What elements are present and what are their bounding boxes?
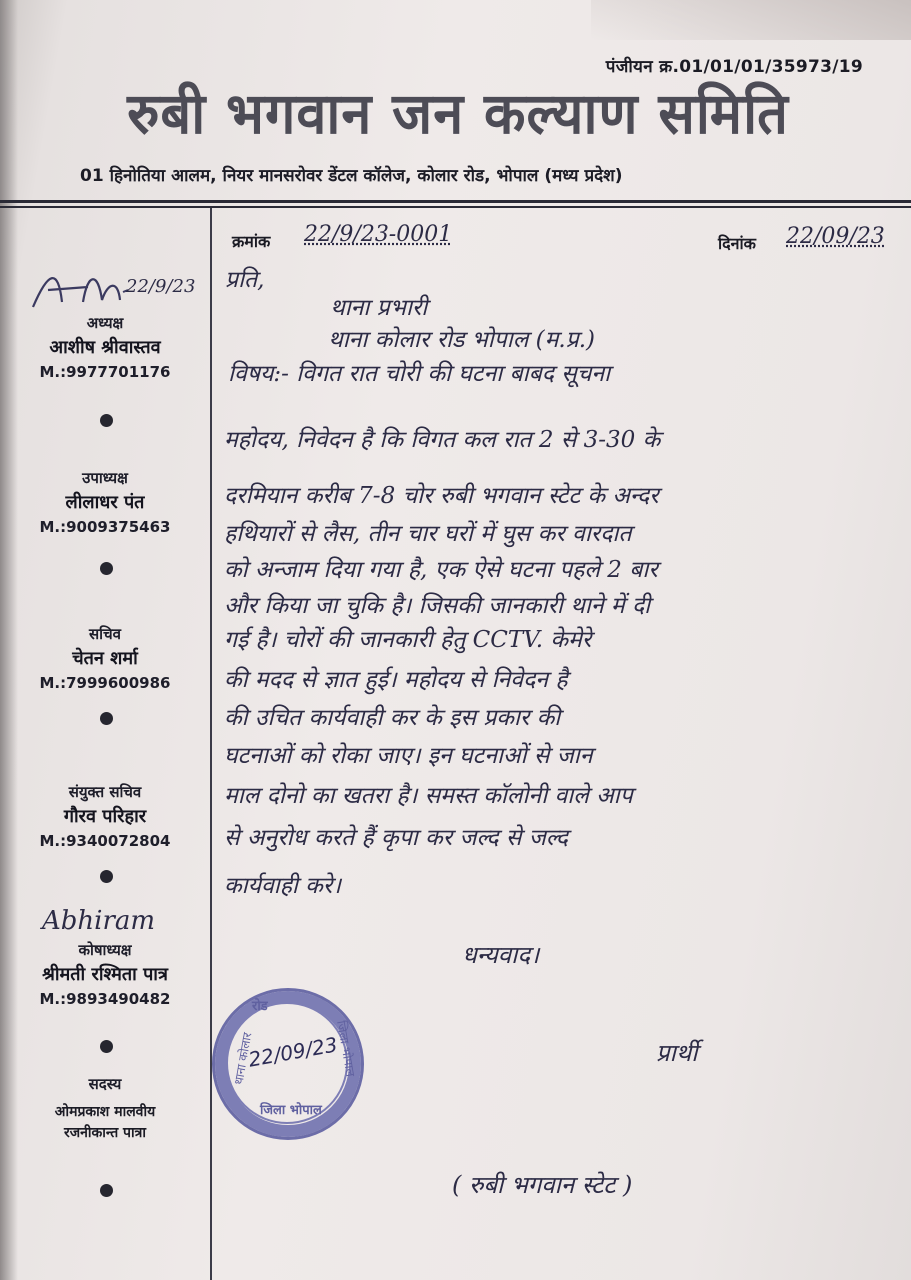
letter-line: से अनुरोध करते हैं कृपा कर जल्द से जल्द xyxy=(224,825,568,851)
letter-signoff: प्रार्थी xyxy=(656,1039,698,1067)
registration-number: पंजीयन क्र.01/01/01/35973/19 xyxy=(605,57,863,77)
member-block-treasurer xyxy=(0,940,210,1008)
member-post: संयुक्त सचिव xyxy=(68,783,142,801)
page-shadow-top xyxy=(591,0,911,40)
member-post: उपाध्यक्ष xyxy=(82,469,128,487)
ref-label: क्रमांक xyxy=(232,232,271,251)
seal-text-right: जिला भोपाल xyxy=(334,1019,358,1078)
letter-line: और किया जा चुकि है। जिसकी जानकारी थाने में दी xyxy=(224,593,651,619)
members-heading: सदस्य xyxy=(88,1075,122,1093)
letter-line: की उचित कार्यवाही कर के इस प्रकार की xyxy=(224,705,561,731)
member-name: आशीष श्रीवास्तव xyxy=(49,337,161,358)
member-name: चेतन शर्मा xyxy=(72,648,138,669)
member-name: लीलाधर पंत xyxy=(65,492,145,513)
letter-line: को अन्जाम दिया गया है, एक ऐसे घटना पहले 2 बार xyxy=(224,557,658,583)
member-phone: M.:7999600986 xyxy=(39,674,171,692)
organization-address: 01 हिनोतिया आलम, नियर मानसरोवर डेंटल कॉलेज, कोलार रोड, भोपाल (मध्य प्रदेश) xyxy=(80,166,623,186)
organization-name: रुबी भगवान जन कल्याण समिति xyxy=(127,79,789,147)
member-post: अध्यक्ष xyxy=(86,314,124,332)
sidebar-divider xyxy=(210,208,212,1280)
seal-text-top: रोड xyxy=(252,999,268,1014)
letter-line: दरमियान करीब 7-8 चोर रुबी भगवान स्टेट के अन्दर xyxy=(224,483,659,509)
member-block-secretary xyxy=(0,624,210,692)
letter-sender: ( रुबी भगवान स्टेट ) xyxy=(452,1171,633,1199)
letter-line: की मदद से ज्ञात हुई। महोदय से निवेदन है xyxy=(224,667,568,693)
bullet-dot xyxy=(100,562,113,575)
member-name: रजनीकान्त पात्रा xyxy=(64,1125,146,1141)
header-rule xyxy=(0,200,911,203)
member-phone: M.:9340072804 xyxy=(39,832,171,850)
date-value: 22/09/23 xyxy=(786,224,885,249)
header-rule-thin xyxy=(0,206,911,208)
member-name: ओमप्रकाश मालवीय xyxy=(54,1104,156,1120)
letter-line: माल दोनो का खतरा है। समस्त कॉलोनी वाले आप xyxy=(224,783,633,809)
letter-line: गई है। चोरों की जानकारी हेतु CCTV. केमेरे xyxy=(224,627,592,653)
member-block-president xyxy=(0,313,210,381)
ref-value: 22/9/23-0001 xyxy=(304,222,453,247)
seal-text-bottom: जिला भोपाल xyxy=(260,1103,322,1118)
bullet-dot xyxy=(100,870,113,883)
seal-date: 22/09/23 xyxy=(246,1032,340,1072)
letter-recipient-address: थाना कोलार रोड भोपाल (म.प्र.) xyxy=(328,327,596,353)
treasurer-signature: Abhiram xyxy=(42,906,156,936)
bullet-dot xyxy=(100,414,113,427)
seal-text-left: थाना कोलार xyxy=(231,1031,255,1086)
letter-line: कार्यवाही करे। xyxy=(224,873,341,899)
letter-line: हथियारों से लैस, तीन चार घरों में घुस कर वारदात xyxy=(224,521,632,547)
member-post: कोषाध्यक्ष xyxy=(78,941,132,959)
letter-thanks: धन्यवाद। xyxy=(462,941,540,969)
letter-to: प्रति, xyxy=(225,267,265,293)
letter-line: घटनाओं को रोका जाए। इन घटनाओं से जान xyxy=(224,743,593,769)
member-block-joint-secretary xyxy=(0,782,210,850)
signature-date: 22/9/23 xyxy=(126,276,196,297)
member-name: श्रीमती रश्मिता पात्र xyxy=(42,964,168,985)
member-phone: M.:9893490482 xyxy=(39,990,171,1008)
bullet-dot xyxy=(100,712,113,725)
letter-subject: विषय:- विगत रात चोरी की घटना बाबद सूचना xyxy=(228,361,611,387)
bullet-dot xyxy=(100,1184,113,1197)
letter-line: महोदय, निवेदन है कि विगत कल रात 2 से 3-30 के xyxy=(224,427,661,453)
member-block-vice-president xyxy=(0,468,210,536)
date-label: दिनांक xyxy=(718,234,756,253)
member-phone: M.:9009375463 xyxy=(39,518,171,536)
member-name: गौरव परिहार xyxy=(63,806,147,827)
member-block-members xyxy=(0,1074,210,1142)
member-post: सचिव xyxy=(89,625,121,643)
member-phone: M.:9977701176 xyxy=(39,363,171,381)
letter-recipient: थाना प्रभारी xyxy=(330,295,428,321)
bullet-dot xyxy=(100,1040,113,1053)
